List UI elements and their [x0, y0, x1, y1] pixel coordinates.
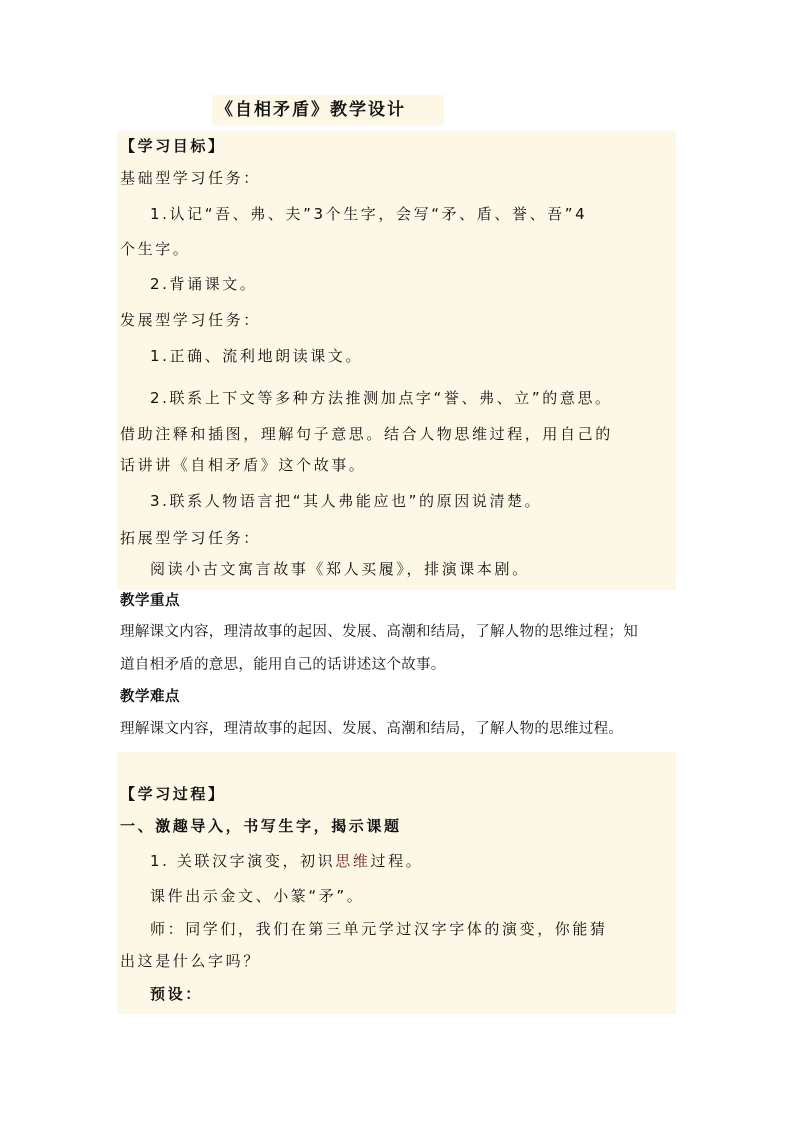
teacher-line-1: 师：同学们，我们在第三单元学过汉字字体的演变，你能猜 — [150, 920, 608, 938]
develop-tasks-label: 发展型学习任务： — [120, 311, 261, 329]
basic-task-1-line-1: 1.认记“吾、弗、夫”3个生字，会写“矛、盾、誉、吾”4 — [150, 205, 588, 223]
objectives-header: 【学习目标】 — [120, 137, 226, 155]
extend-tasks-label: 拓展型学习任务： — [120, 529, 261, 547]
document-title: 《自相矛盾》教学设计 — [216, 100, 406, 120]
basic-task-1-line-2: 个生字。 — [120, 240, 191, 258]
basic-task-2: 2.背诵课文。 — [150, 275, 258, 293]
preset-label: 预设： — [150, 985, 203, 1003]
section-1-heading: 一、激趣导入，书写生字，揭示课题 — [120, 817, 402, 835]
develop-task-2-line-3: 话讲讲《自相矛盾》这个故事。 — [120, 456, 367, 474]
step-1-suffix: 过程。 — [370, 852, 424, 870]
step-1 — [150, 850, 423, 872]
courseware-line: 课件出示金文、小篆“矛”。 — [150, 887, 365, 905]
process-header: 【学习过程】 — [120, 785, 226, 803]
develop-task-2-line-2: 借助注释和插图，理解句子意思。结合人物思维过程，用自己的 — [120, 425, 613, 443]
step-1-emphasis: 思维 — [335, 852, 371, 870]
key-points-header: 教学重点 — [120, 593, 180, 609]
extend-task: 阅读小古文寓言故事《郑人买履》，排演课本剧。 — [150, 560, 530, 578]
basic-tasks-label: 基础型学习任务： — [120, 169, 261, 187]
key-points-line-1: 理解课文内容，理清故事的起因、发展、高潮和结局，了解人物的思维过程；知 — [120, 624, 638, 640]
develop-task-1: 1.正确、流利地朗读课文。 — [150, 347, 364, 365]
develop-task-2-line-1: 2.联系上下文等多种方法推测加点字“誉、弗、立”的意思。 — [150, 389, 613, 407]
teacher-line-2: 出这是什么字吗？ — [120, 952, 261, 970]
step-1-prefix: 1. 关联汉字演变，初识 — [150, 852, 336, 870]
develop-task-3: 3.联系人物语言把“其人弗能应也”的原因说清楚。 — [150, 492, 543, 510]
difficulties-header: 教学难点 — [120, 689, 180, 705]
key-points-line-2: 道自相矛盾的意思，能用自己的话讲述这个故事。 — [120, 657, 446, 673]
difficulties-line-1: 理解课文内容，理清故事的起因、发展、高潮和结局，了解人物的思维过程。 — [120, 721, 624, 737]
